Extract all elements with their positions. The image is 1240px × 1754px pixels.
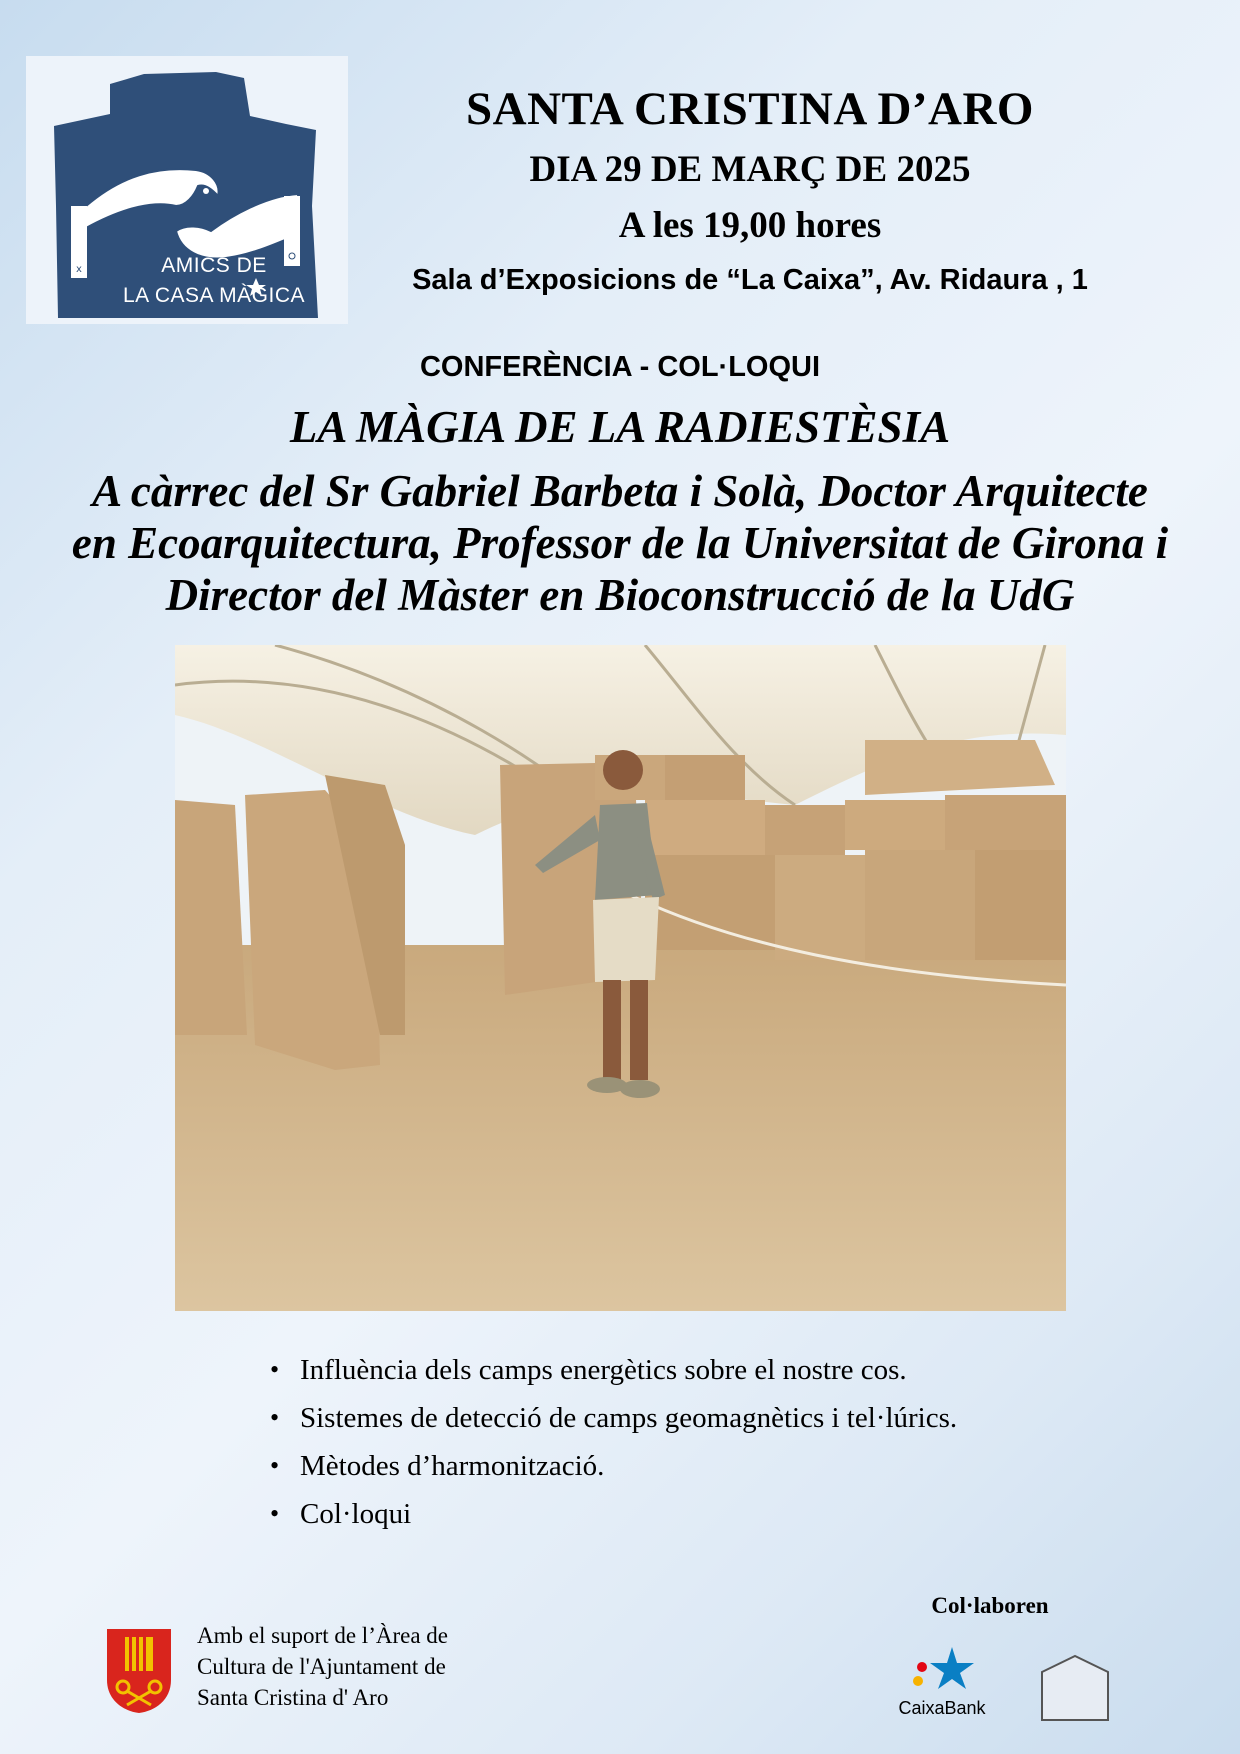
town-heading: SANTA CRISTINA D’ARO — [465, 83, 1034, 135]
municipal-shield-icon — [105, 1625, 173, 1715]
topics-list — [270, 1350, 957, 1542]
svg-text:x: x — [76, 264, 82, 275]
collaborators-label: Col·laboren — [931, 1593, 1049, 1618]
support-line-2: Cultura de l'Ajuntament de — [197, 1654, 446, 1679]
support-text — [197, 1620, 497, 1713]
event-venue: Sala d’Exposicions de “La Caixa”, Av. Ridaura , 1 — [412, 264, 1088, 296]
topic-item: • Mètodes d’harmonització. — [270, 1446, 957, 1494]
event-date: DIA 29 DE MARÇ DE 2025 — [529, 149, 971, 190]
event-type: CONFERÈNCIA - COL·LOQUI — [419, 351, 821, 383]
speaker-line-2: en Ecoarquitectura, Professor de la Universitat de Girona i — [71, 518, 1169, 568]
association-logo — [26, 56, 348, 324]
logo-text-line1: AMICS DE — [161, 254, 267, 277]
support-line-3: Santa Cristina d' Aro — [197, 1685, 389, 1710]
topic-item: • Sistemes de detecció de camps geomagnètics i tel·lúrics. — [270, 1398, 957, 1446]
speaker-photo — [175, 645, 1066, 1311]
logo-text-line2: LA CASA MÀGICA — [122, 284, 306, 307]
speaker-line-1: A càrrec del Sr Gabriel Barbeta i Solà, Doctor Arquitecte — [92, 466, 1148, 516]
speaker-line-3: Director del Màster en Bioconstrucció de la UdG — [165, 570, 1075, 620]
speaker-description — [0, 465, 1240, 621]
support-line-1: Amb el suport de l’Àrea de — [197, 1623, 449, 1648]
event-time: A les 19,00 hores — [618, 205, 882, 246]
caixabank-name: CaixaBank — [898, 1698, 986, 1718]
topic-item: • Influència dels camps energètics sobre el nostre cos. — [270, 1350, 957, 1398]
event-title: LA MÀGIA DE LA RADIESTÈSIA — [289, 402, 951, 452]
la-casa-magica-logo — [1030, 1650, 1120, 1730]
topic-item: • Col·loqui — [270, 1494, 957, 1542]
